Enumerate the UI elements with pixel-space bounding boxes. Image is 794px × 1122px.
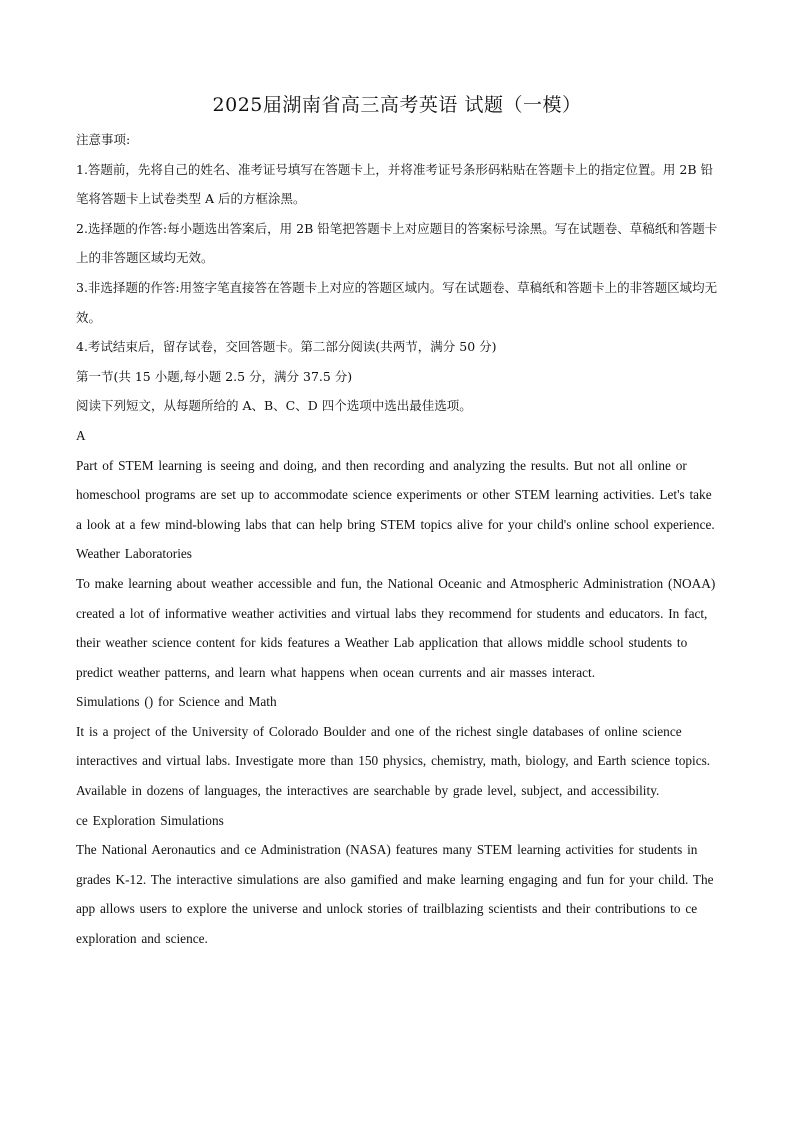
block-body-weather: To make learning about weather accessible and fun, the National Oceanic and Atmospheric Administration (NOAA) created a lot of informative weather activities and virtual labs they recommend for students and educators. In fact, their weather science content for kids features a Weather Lab application that allows middle school students to predict weather patterns, and learn what happens when ocean currents and air masses interact. xyxy=(76,575,716,680)
exam-content xyxy=(76,125,721,954)
passage-intro: Part of STEM learning is seeing and doing, and then recording and analyzing the results. But not all online or homeschool programs are set up to accommodate science experiments or other STEM learning activities. Let's take a look at a few mind-blowing labs that can help bring STEM topics alive for your child's online school experience. xyxy=(76,457,715,532)
section-instruction: 阅读下列短文，从每题所给的 A、B、C、D 四个选项中选出最佳选项。 xyxy=(76,398,472,414)
notice-item-1: 1.答题前，先将自己的姓名、准考证号填写在答题卡上，并将准考证号条形码粘贴在答题卡上的指定位置。用 2B 铅笔将答题卡上试卷类型 A 后的方框涂黑。 xyxy=(76,161,714,207)
block-heading-space: ce Exploration Simulations xyxy=(76,812,224,828)
notice-item-3: 3.非选择题的作答:用签字笔直接答在答题卡上对应的答题区域内。写在试题卷、草稿纸和答题卡上的非答题区域均无效。 xyxy=(76,279,718,325)
block-body-space: The National Aeronautics and ce Administration (NASA) features many STEM learning activities for students in grades K-12. The interactive simulations are also gamified and make learning engaging and fun for your child. The app allows users to explore the universe and unlock stories of trailblazing scientists and their contributions to ce exploration and science. xyxy=(76,842,714,947)
exam-title: 2025届湖南省高三高考英语 试题（一模） xyxy=(212,94,582,116)
passage-label: A xyxy=(76,427,86,443)
notice-heading: 注意事项: xyxy=(76,132,131,147)
section-heading: 第一节(共 15 小题,每小题 2.5 分，满分 37.5 分) xyxy=(76,368,353,384)
block-body-simulations: It is a project of the University of Colorado Boulder and one of the richest single databases of online science interactives and virtual labs. Investigate more than 150 physics, chemistry, math, biology, and Earth science topics. Available in dozens of languages, the interactives are searchable by grade level, subject, and accessibility. xyxy=(76,723,711,799)
block-heading-weather: Weather Laboratories xyxy=(76,546,192,562)
notice-item-4: 4.考试结束后，留存试卷，交回答题卡。第二部分阅读(共两节，满分 50 分) xyxy=(76,339,497,355)
block-heading-simulations: Simulations () for Science and Math xyxy=(76,694,277,710)
notice-item-2: 2.选择题的作答:每小题选出答案后，用 2B 铅笔把答题卡上对应题目的答案标号涂黑。写在试题卷、草稿纸和答题卡上的非答题区域均无效。 xyxy=(76,220,718,266)
